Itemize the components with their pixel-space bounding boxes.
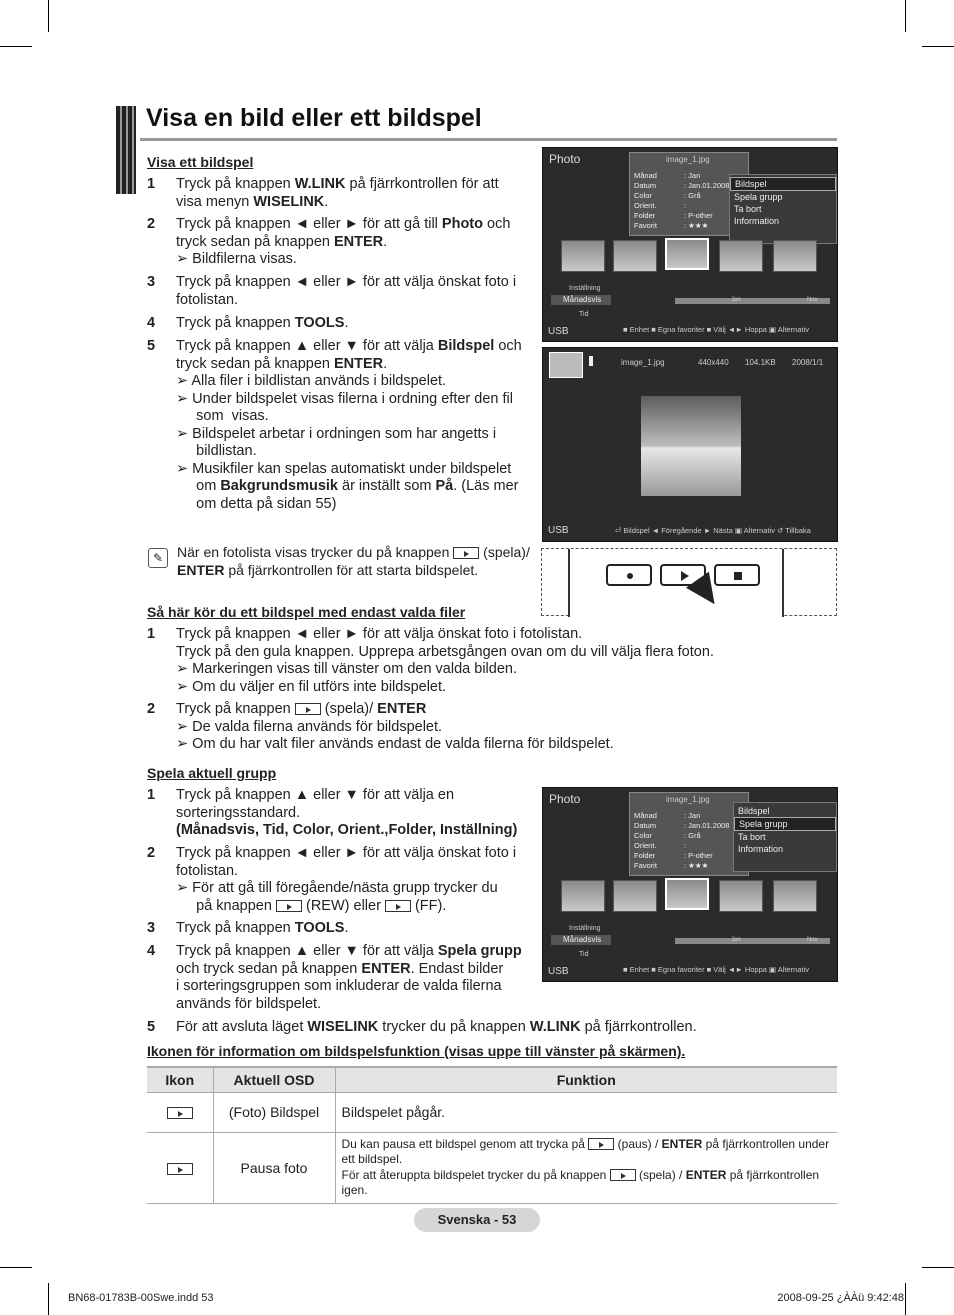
section-heading-selected: Så här kör du ett bildspel med endast valda filer: [147, 604, 466, 620]
photo-thumb[interactable]: [613, 880, 657, 912]
step-number: 1: [147, 626, 156, 642]
popup-item[interactable]: Spela grupp: [734, 192, 783, 202]
usb-label: USB: [548, 326, 569, 337]
screen-label: Photo: [549, 792, 581, 806]
footer-file: BN68-01783B-00Swe.indd 53: [68, 1292, 214, 1304]
slide-filename: image_1.jpg: [621, 358, 665, 367]
info-row: Favorit : ★★★: [634, 221, 709, 230]
pause-icon: [167, 1163, 193, 1175]
step-number: 2: [147, 701, 156, 717]
table-header: Ikon: [147, 1067, 213, 1092]
sort-value[interactable]: Månadsvis: [551, 295, 611, 305]
step-number: 5: [147, 1019, 156, 1035]
tv-screen-group: [542, 787, 838, 982]
popup-item[interactable]: Information: [738, 844, 784, 854]
screen-label: Photo: [549, 152, 581, 166]
table-row: [147, 1132, 837, 1203]
info-row: Datum : Jan.01.2008: [634, 821, 730, 830]
sort-value[interactable]: Månadsvis: [551, 935, 611, 945]
timeline-left: Jan: [731, 937, 741, 943]
popup-item[interactable]: Ta bort: [734, 204, 762, 214]
remote-stop-button: [714, 564, 760, 586]
photo-thumb-selected[interactable]: [665, 878, 709, 910]
tools-popup: [729, 174, 837, 244]
popup-item[interactable]: Bildspel: [738, 806, 770, 816]
step-number: 3: [147, 920, 156, 936]
table-cell-func: Du kan pausa ett bildspel genom att trycka på (paus) / ENTER på fjärrkontrollen under ett bildspel. För att återuppta bildspelet trycker du på knappen (spela) / ENTER på fjärrkontrollen igen.: [335, 1132, 837, 1203]
step-number: 4: [147, 943, 156, 959]
popup-item[interactable]: Spela grupp: [734, 817, 836, 831]
info-filename: image_1.jpg: [666, 795, 710, 804]
step-number: 2: [147, 216, 156, 232]
section-heading-slideshow: Visa ett bildspel: [147, 154, 254, 170]
slide-date: 2008/1/1: [792, 358, 824, 367]
step-number: 2: [147, 845, 156, 861]
title-divider: [140, 138, 837, 141]
photo-thumb[interactable]: [719, 880, 763, 912]
sort-sub: Tid: [579, 311, 589, 318]
table-cell-osd: Pausa foto: [213, 1132, 335, 1203]
screen-bottom-bar: ■ Enhet ■ Egna favoriter ■ Välj ◄► Hoppa ▣ Alternativ: [623, 965, 810, 974]
step-number: 5: [147, 338, 156, 354]
table-header: Aktuell OSD: [213, 1067, 335, 1092]
step-text: Tryck på knappen ▲ eller ▼ för att välja en sorteringsstandard. (Månadsvis, Tid, Color, Orient.,Folder, Inställning): [176, 787, 518, 838]
info-table: [147, 1066, 837, 1204]
info-panel: [629, 792, 749, 876]
photo-thumb[interactable]: [613, 240, 657, 272]
remote-illustration: [541, 548, 837, 616]
table-heading: Ikonen för information om bildspelsfunktion (visas uppe till vänster på skärmen).: [147, 1043, 686, 1059]
table-cell-osd: (Foto) Bildspel: [213, 1092, 335, 1132]
table-cell-func: Bildspelet pågår.: [335, 1092, 837, 1132]
info-filename: image_1.jpg: [666, 155, 710, 164]
step-text: Tryck på knappen W.LINK på fjärrkontrollen för att visa menyn WISELINK.: [176, 176, 499, 210]
play-icon: [167, 1107, 193, 1119]
info-row: Datum : Jan.01.2008: [634, 181, 730, 190]
info-row: Favorit : ★★★: [634, 861, 709, 870]
photo-thumb[interactable]: [561, 880, 605, 912]
slide-image: [641, 396, 741, 496]
info-row: Color : Grå: [634, 831, 701, 840]
screen-bottom-bar: ⏎ Bildspel ◄ Föregående ► Nästa ▣ Alternativ ↺ Tillbaka: [615, 526, 811, 535]
step-text: Tryck på knappen ◄ eller ► för att välja önskat foto i fotolistan. Tryck på den gula knappen. Upprepa arbetsgången ovan om du vill välja flera foton. ➢ Markeringen visas till vänster om den valda bilden. ➢ Om du väljer en fil utförs inte bildspelet.: [176, 626, 714, 695]
section-heading-group: Spela aktuell grupp: [147, 765, 277, 781]
step-number: 4: [147, 315, 156, 331]
slide-kb: 104.1KB: [745, 358, 776, 367]
page-title: Visa en bild eller ett bildspel: [146, 104, 482, 132]
tv-screen-photo-list: [542, 147, 838, 342]
photo-thumb[interactable]: [773, 240, 817, 272]
step-number: 1: [147, 176, 156, 192]
info-row: Folder : P-other: [634, 211, 713, 220]
slide-size: 440x440: [698, 358, 729, 367]
footer-date: 2008-09-25 ¿ÀÀü 9:42:48: [777, 1292, 904, 1304]
step-text: Tryck på knappen ◄ eller ► för att gå till Photo och tryck sedan på knappen ENTER. ➢ Bildfilerna visas.: [176, 216, 511, 267]
photo-thumb[interactable]: [719, 240, 763, 272]
info-row: Folder : P-other: [634, 851, 713, 860]
note-text: När en fotolista visas trycker du på knappen (spela)/ ENTER på fjärrkontrollen för att starta bildspelet.: [177, 544, 530, 578]
step-text: Tryck på knappen ◄ eller ► för att välja önskat foto i fotolistan.: [176, 274, 517, 308]
popup-item[interactable]: Bildspel: [730, 177, 836, 191]
photo-thumb-selected[interactable]: [665, 238, 709, 270]
timeline-left: Jan: [731, 297, 741, 303]
page-number: Svenska - 53: [414, 1208, 540, 1232]
play-key-icon: [453, 547, 479, 559]
timeline-right: Nov: [807, 937, 818, 943]
pause-indicator-icon: [589, 356, 593, 366]
step-text: Tryck på knappen ◄ eller ► för att välja önskat foto i fotolistan. ➢ För att gå till föregående/nästa grupp trycker du på knappen (REW) eller (FF).: [176, 845, 517, 914]
slideshow-icon: [549, 352, 583, 378]
screen-bottom-bar: ■ Enhet ■ Egna favoriter ■ Välj ◄► Hoppa ▣ Alternativ: [623, 325, 810, 334]
title-decoration: [116, 106, 136, 194]
sort-label: Inställning: [569, 285, 601, 292]
info-row: Orient. :: [634, 841, 687, 850]
info-row: Orient. :: [634, 201, 687, 210]
sort-label: Inställning: [569, 925, 601, 932]
info-row: Color : Grå: [634, 191, 701, 200]
tv-screen-slideshow: [542, 347, 838, 542]
table-row: [147, 1092, 837, 1132]
step-text: För att avsluta läget WISELINK trycker du på knappen W.LINK på fjärrkontrollen.: [176, 1019, 697, 1035]
tools-popup: [733, 802, 837, 872]
step-number: 1: [147, 787, 156, 803]
sort-sub: Tid: [579, 951, 589, 958]
info-row: Månad : Jan: [634, 811, 701, 820]
table-header: Funktion: [335, 1067, 837, 1092]
step-number: 3: [147, 274, 156, 290]
step-text: Tryck på knappen TOOLS.: [176, 920, 349, 936]
popup-item[interactable]: Information: [734, 216, 780, 226]
usb-label: USB: [548, 966, 569, 977]
photo-thumb[interactable]: [561, 240, 605, 272]
step-text: Tryck på knappen (spela)/ ENTER ➢ De valda filerna används för bildspelet. ➢ Om du har valt filer används endast de valda filerna för bildspelet.: [176, 701, 614, 752]
popup-item[interactable]: Ta bort: [738, 832, 766, 842]
timeline-right: Nov: [807, 297, 818, 303]
info-row: Månad : Jan: [634, 171, 701, 180]
usb-label: USB: [548, 525, 569, 536]
note-icon: ✎: [148, 548, 168, 568]
photo-thumb[interactable]: [773, 880, 817, 912]
remote-button-1: [606, 564, 652, 586]
step-text: Tryck på knappen ▲ eller ▼ för att välja Bildspel och tryck sedan på knappen ENTER. ➢ Alla filer i bildlistan används i bildspelet. ➢ Under bildspelet visas filerna i ordning efter den fil som visas. ➢ Bildspelet arbetar i ordningen som har angetts i bildlistan. ➢ Musikfiler kan spelas automatiskt under bildspelet om Bakgrundsmusik är inställt som På. (Läs mer om detta på sidan 55): [176, 338, 522, 512]
step-text: Tryck på knappen ▲ eller ▼ för att välja Spela grupp och tryck sedan på knappen ENTER. Endast bilder i sorteringsgruppen som inkluderar de valda filerna används för bildspelet.: [176, 943, 522, 1012]
step-text: Tryck på knappen TOOLS.: [176, 315, 349, 331]
